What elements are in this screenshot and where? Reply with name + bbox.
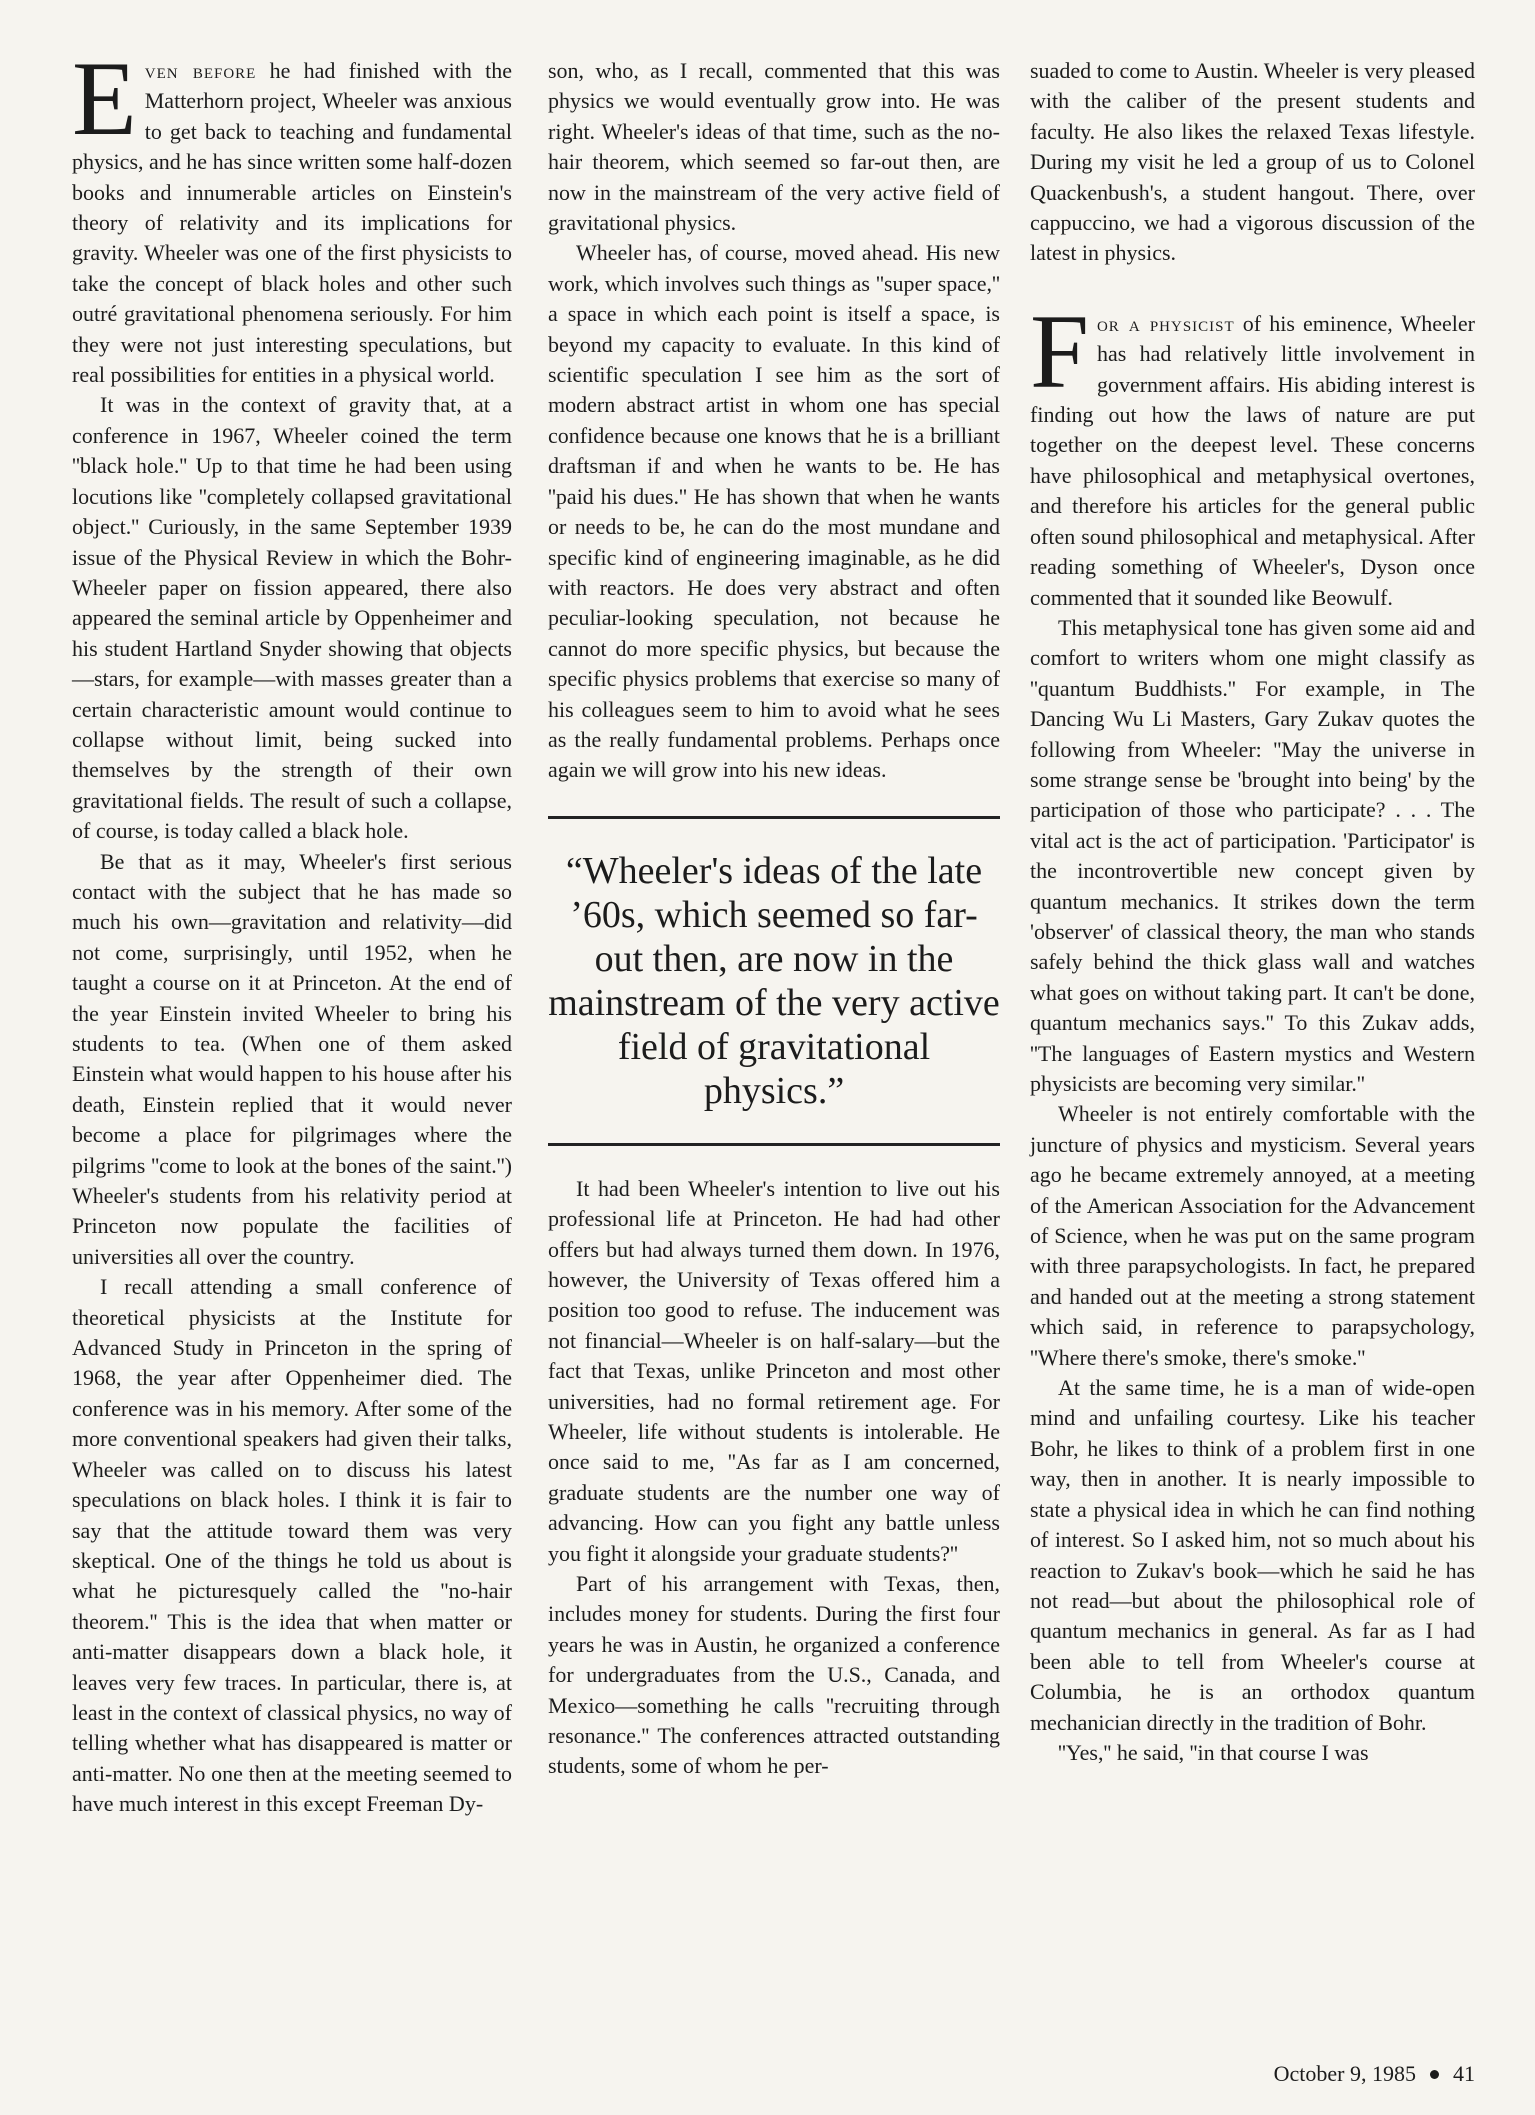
paragraph: It had been Wheeler's intention to live out his professional life at Princeton. He had had other offers but had always turned them down. In 1976, however, the University of Texas offered him a position too good to refuse. The inducement was not financial—Wheeler is on half-salary—but the fact that Texas, unlike Princeton and most other universities, had no formal retirement age. For Wheeler, life without students is intolerable. He once said to me, ''As far as I am concerned, graduate students are the number one way of advancing. How can you fight any battle unless you fight it alongside your graduate students?'' [548, 1175, 1000, 1566]
paragraph: Wheeler has, of course, moved ahead. His new work, which involves such things as ''super space,'' a space in which each point is itself a space, is beyond my capacity to evaluate. In this kind of scientific speculation I see him as the sort of modern abstract artist in whom one has special confidence because one knows that he is a brilliant draftsman if and when he wants to be. He has ''paid his dues.'' He has shown that when he wants or needs to be, he can do the most mundane and specific kind of engineering imaginable, as he did with reactors. He does very abstract and often peculiar-looking speculation, not because he cannot do more specific physics, but because the specific physics problems that exercise so many of his colleagues seem to him to avoid what he sees as the really fundamental problems. Perhaps once again we will grow into his new ideas. [548, 240, 1000, 783]
pull-quote [548, 816, 1000, 1146]
lead-in: or a physicist [1096, 310, 1235, 336]
paragraph: This metaphysical tone has given some aid and comfort to writers whom one might classify as ''quantum Buddhists.'' For example, in The Dancing Wu Li Masters, Gary Zukav quotes the following from Wheeler: ''May the universe in some strange sense be 'brought into being' by the participation of those who participate? . . . The vital act is the act of participation. 'Participator' is the incontrovertible new concept given by quantum mechanics. It strikes down the term 'observer' of classical theory, the man who stands safely behind the thick glass wall and watches what goes on without taking part. It can't be done, quantum mechanics says.'' To this Zukav adds, ''The languages of Eastern mystics and Western physicists are becoming very similar.'' [1030, 614, 1475, 1096]
paragraph: It was in the context of gravity that, at a conference in 1967, Wheeler coined the term ''black hole.'' Up to that time he had been using locutions like ''completely collapsed gravitational object.'' Curiously, in the same September 1939 issue of the Physical Review in which the Bohr-Wheeler paper on fission appeared, there also appeared the seminal article by Oppenheimer and his student Hartland Snyder showing that objects—stars, for example—with masses greater than a certain characteristic amount would continue to collapse without limit, being sucked into themselves by the strength of their own gravitational fields. The result of such a collapse, of course, is today called a black hole. [72, 392, 512, 844]
paragraph [1030, 292, 1475, 613]
paragraph: At the same time, he is a man of wide-open mind and unfailing courtesy. Like his teacher Bohr, he likes to think of a problem first in one way, then in another. It is nearly impossible to state a physical idea in which he can find nothing of interest. So I asked him, not so much about his reaction to Zukav's book—which he said he has not read—but about the philosophical role of quantum mechanics in general. As far as I had been able to tell from Wheeler's course at Columbia, he is an orthodox quantum mechanician directly in the tradition of Bohr. [1030, 1375, 1475, 1735]
issue-date: October 9, 1985 [1273, 2061, 1416, 2086]
section-break [1030, 269, 1475, 309]
pull-quote-text: “Wheeler's ideas of the late ’60s, which seemed so far-out then, are now in the mainstream of the very active field of gravitational physics.” [548, 849, 1000, 1112]
paragraph: son, who, as I recall, commented that this was physics we would eventually grow into. He was right. Wheeler's ideas of that time, such as the no-hair theorem, which seemed so far-out then, are now in the mainstream of the very active field of gravitational physics. [548, 58, 1000, 236]
column-1 [72, 40, 512, 1820]
page-number: 41 [1453, 2061, 1475, 2086]
lead-in: ven before [144, 58, 257, 83]
page-footer [1274, 2061, 1475, 2087]
paragraph: Be that as it may, Wheeler's first serious contact with the subject that he has made so much his own—gravitation and relativity—did not come, surprisingly, until 1952, when he taught a course on it at Princeton. At the end of the year Einstein invited Wheeler to bring his students to tea. (When one of them asked Einstein what would happen to his house after his death, Einstein replied that it would never become a place for pilgrimages where the pilgrims ''come to look at the bones of the saint.'') Wheeler's students from his relativity period at Princeton now populate the facilities of universities all over the country. [72, 848, 512, 1269]
paragraph: Wheeler is not entirely comfortable with the juncture of physics and mysticism. Several years ago he became extremely annoyed, at a meeting of the American Association for the Advancement of Science, when he was put on the same program with three parapsychologists. In fact, he prepared and handed out at the meeting a strong statement which said, in reference to parapsychology, ''Where there's smoke, there's smoke.'' [1030, 1101, 1475, 1370]
drop-cap: E [72, 40, 137, 157]
paragraph: suaded to come to Austin. Wheeler is very pleased with the caliber of the present students and faculty. He also likes the relaxed Texas lifestyle. During my visit he led a group of us to Colonel Quackenbush's, a student hangout. There, over cappuccino, we had a vigorous discussion of the latest in physics. [1030, 58, 1475, 266]
column-3 [1030, 56, 1475, 1768]
column-2 [548, 56, 1000, 1782]
paragraph-text: he had finished with the Matterhorn project, Wheeler was anxious to get back to teaching and fundamental physics, and he has since written some half-dozen books and innumerable articles on Einstein's theory of relativity and its implications for gravity. Wheeler was one of the first physicists to take the concept of black holes and other such outré gravitational phenomena seriously. For him they were not just interesting speculations, but real possibilities for entities in a physical world. [72, 58, 512, 388]
paragraph [72, 40, 512, 390]
paragraph: Part of his arrangement with Texas, then, includes money for students. During the first four years he was in Austin, he organized a conference for undergraduates from the U.S., Canada, and Mexico—something he calls ''recruiting through resonance.'' The conferences attracted outstanding students, some of whom he per- [548, 1571, 1000, 1779]
paragraph: ''Yes,'' he said, ''in that course I was [1058, 1739, 1369, 1765]
bullet-separator [1430, 2070, 1439, 2079]
paragraph: I recall attending a small conference of theoretical physicists at the Institute for Advanced Study in Princeton in the spring of 1968, the year after Oppenheimer died. The conference was in his memory. After some of the more conventional speakers had given their talks, Wheeler was called on to discuss his latest speculations on black holes. I think it is fair to say that the attitude toward them was very skeptical. One of the things he told us about is what he picturesquely called the ''no-hair theorem.'' This is the idea that when matter or anti-matter disappears down a black hole, it leaves very few traces. In particular, there is, at least in the context of classical physics, no way of telling whether what has disappeared is matter or anti-matter. No one then at the meeting seemed to have much interest in this except Freeman Dy- [72, 1274, 512, 1817]
drop-cap: F [1030, 292, 1089, 410]
paragraph-text: of his eminence, Wheeler has had relatively little involvement in government affairs. His abiding interest is finding out how the laws of nature are put together on the deepest level. These concerns have philosophical and metaphysical overtones, and therefore his articles for the general public often sound philosophical and metaphysical. After reading something of Wheeler's, Dyson once commented that it sounded like Beowulf. [1030, 310, 1475, 610]
